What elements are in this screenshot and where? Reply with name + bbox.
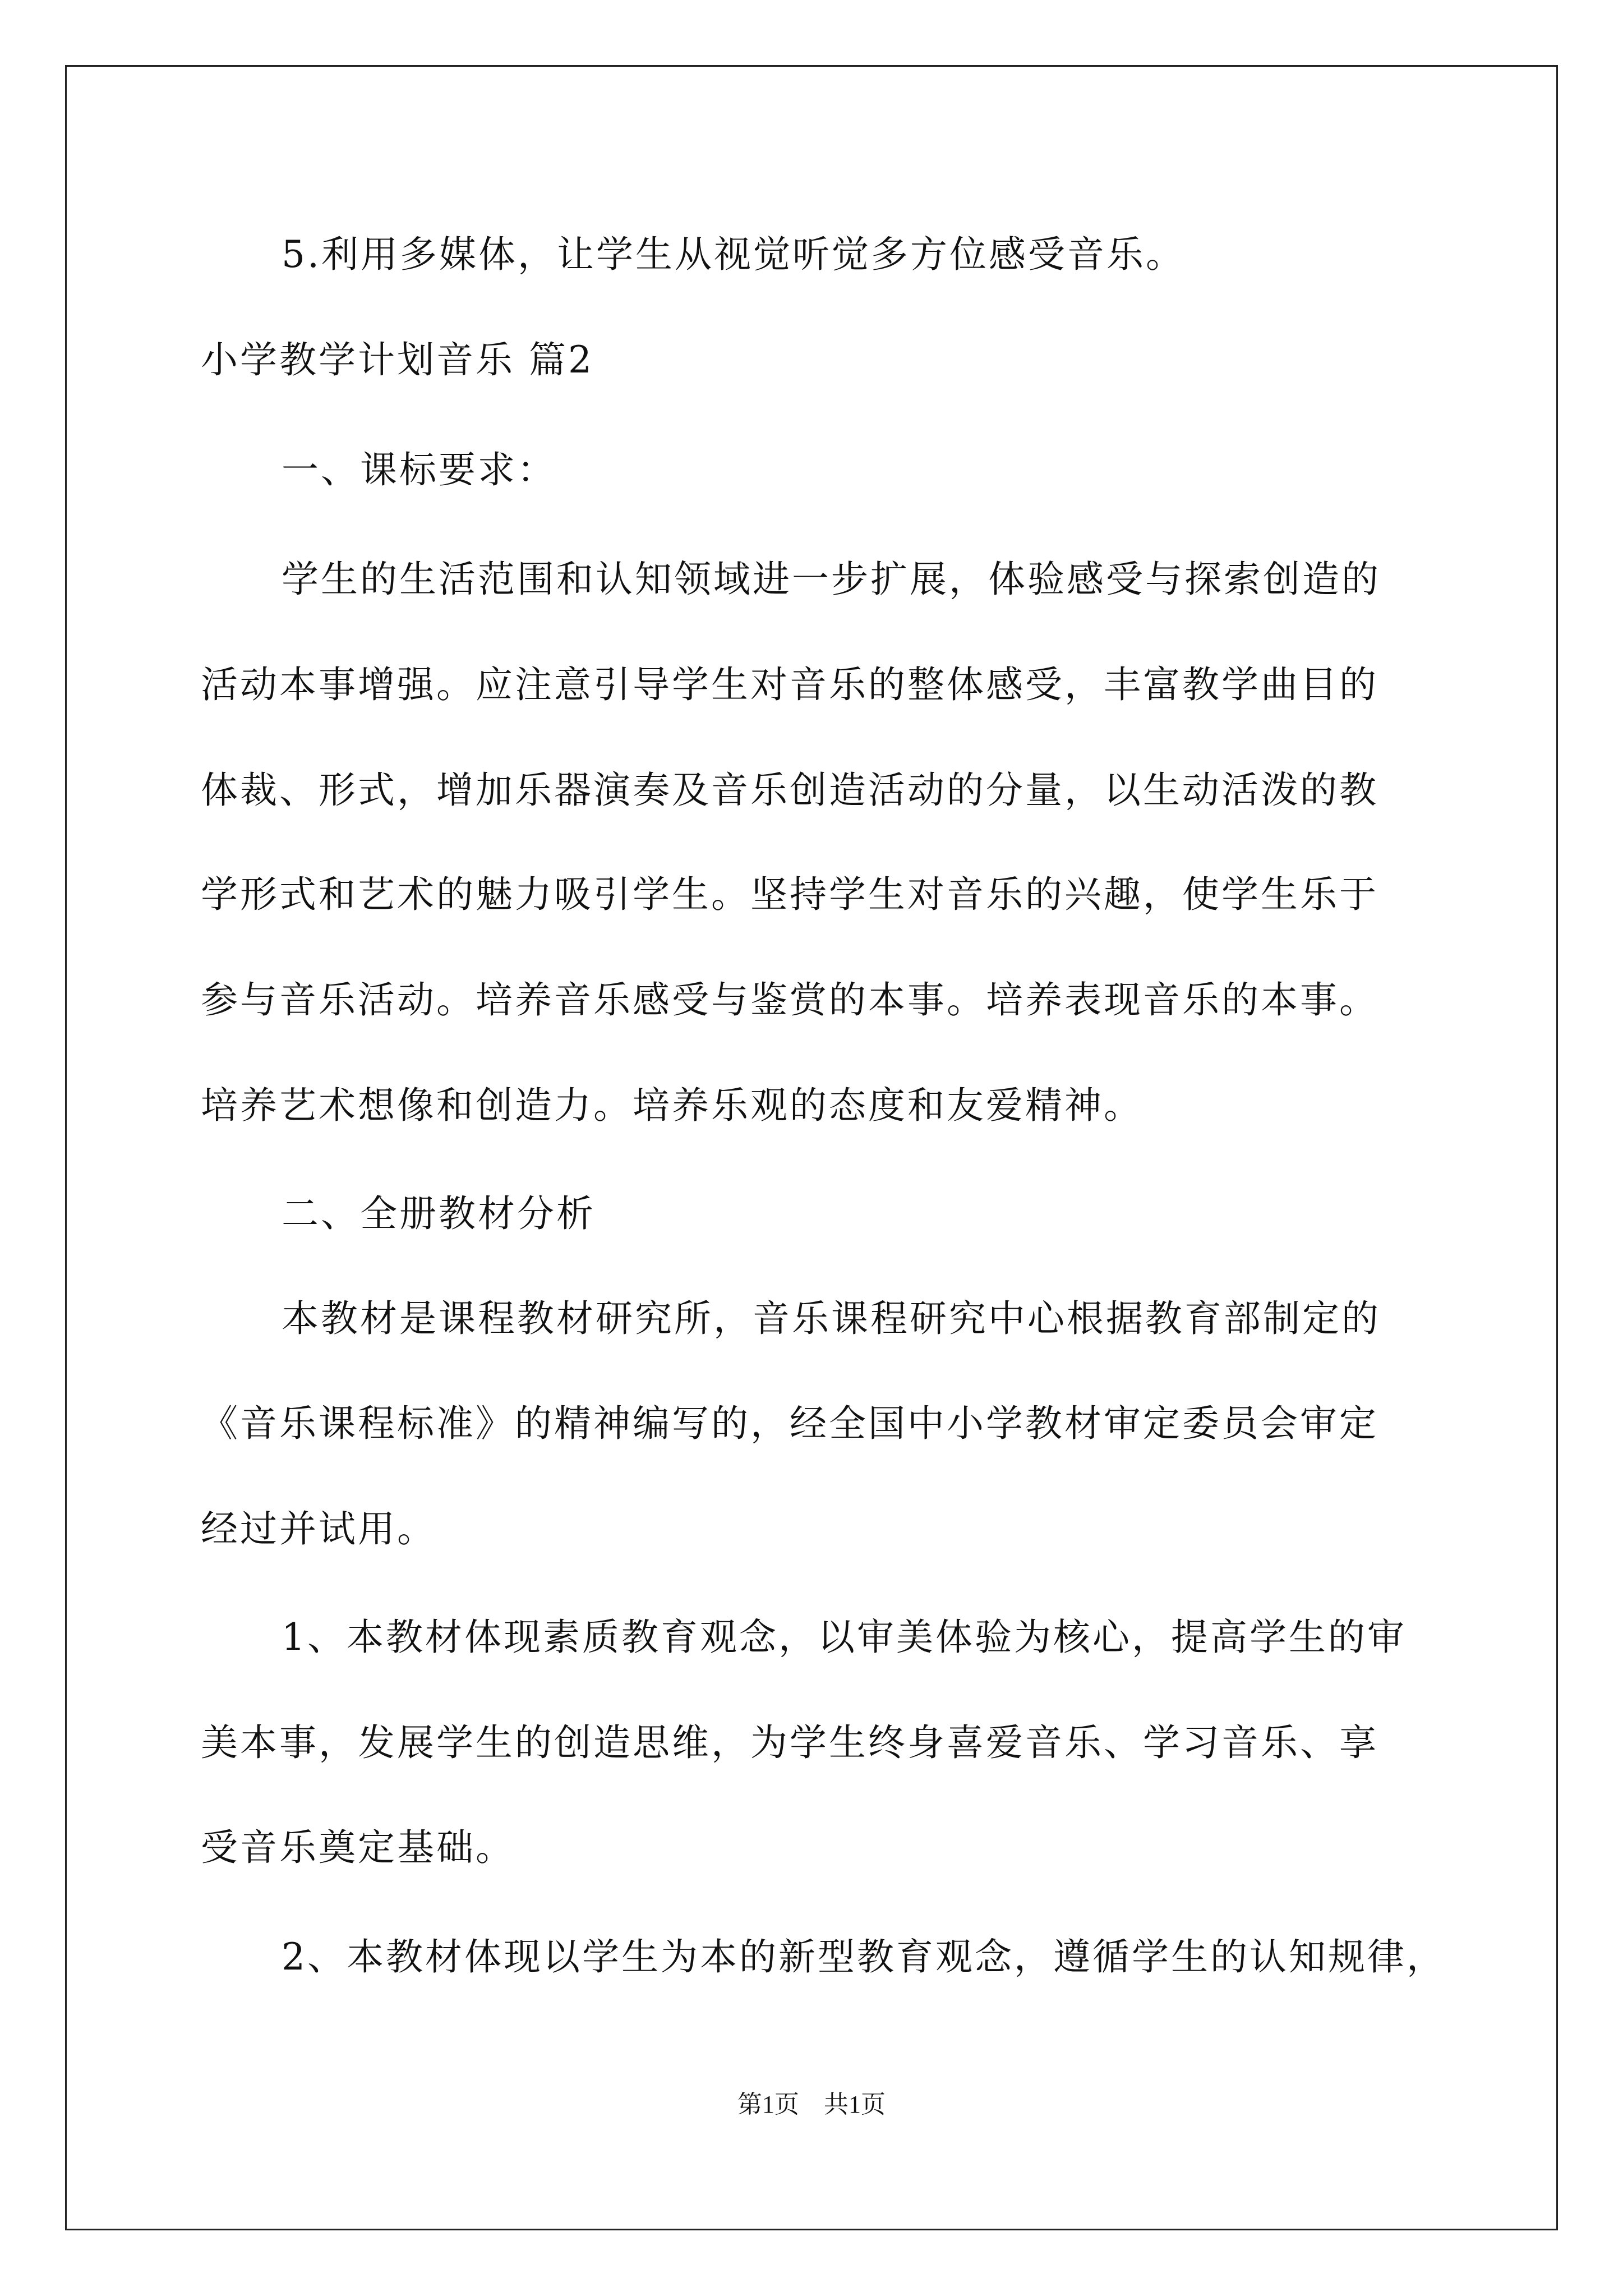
text-line: 美本事，发展学生的创造思维，为学生终身喜爱音乐、学习音乐、享 [201,1721,1378,1764]
text-line: 1、本教材体现素质教育观念，以审美体验为核心，提高学生的审 [282,1616,1407,1659]
text-line: 本教材是课程教材研究所，音乐课程研究中心根据教育部制定的 [282,1297,1381,1340]
text-line: 参与音乐活动。培养音乐感受与鉴赏的本事。培养表现音乐的本事。 [201,978,1378,1022]
text-line: 学形式和艺术的魅力吸引学生。坚持学生对音乐的兴趣，使学生乐于 [201,873,1378,916]
page-number-footer: 第1页 共1页 [737,2091,886,2118]
page-border [65,65,1558,2230]
text-line: 二、全册教材分析 [282,1192,596,1235]
text-line: 活动本事增强。应注意引导学生对音乐的整体感受，丰富教学曲目的 [201,663,1378,706]
text-line: 5.利用多媒体，让学生从视觉听觉多方位感受音乐。 [282,233,1185,276]
text-line: 《音乐课程标准》的精神编写的，经全国中小学教材审定委员会审定 [201,1402,1378,1445]
text-line: 2、本教材体现以学生为本的新型教育观念，遵循学生的认知规律， [282,1935,1446,1978]
text-line: 一、课标要求： [282,448,556,491]
text-line: 培养艺术想像和创造力。培养乐观的态度和友爱精神。 [201,1084,1143,1127]
text-line: 学生的生活范围和认知领域进一步扩展，体验感受与探索创造的 [282,558,1381,601]
section-heading: 小学教学计划音乐 篇2 [201,338,594,381]
text-line: 体裁、形式，增加乐器演奏及音乐创造活动的分量，以生动活泼的教 [201,769,1378,812]
text-line: 经过并试用。 [201,1507,436,1550]
text-line: 受音乐奠定基础。 [201,1826,515,1869]
